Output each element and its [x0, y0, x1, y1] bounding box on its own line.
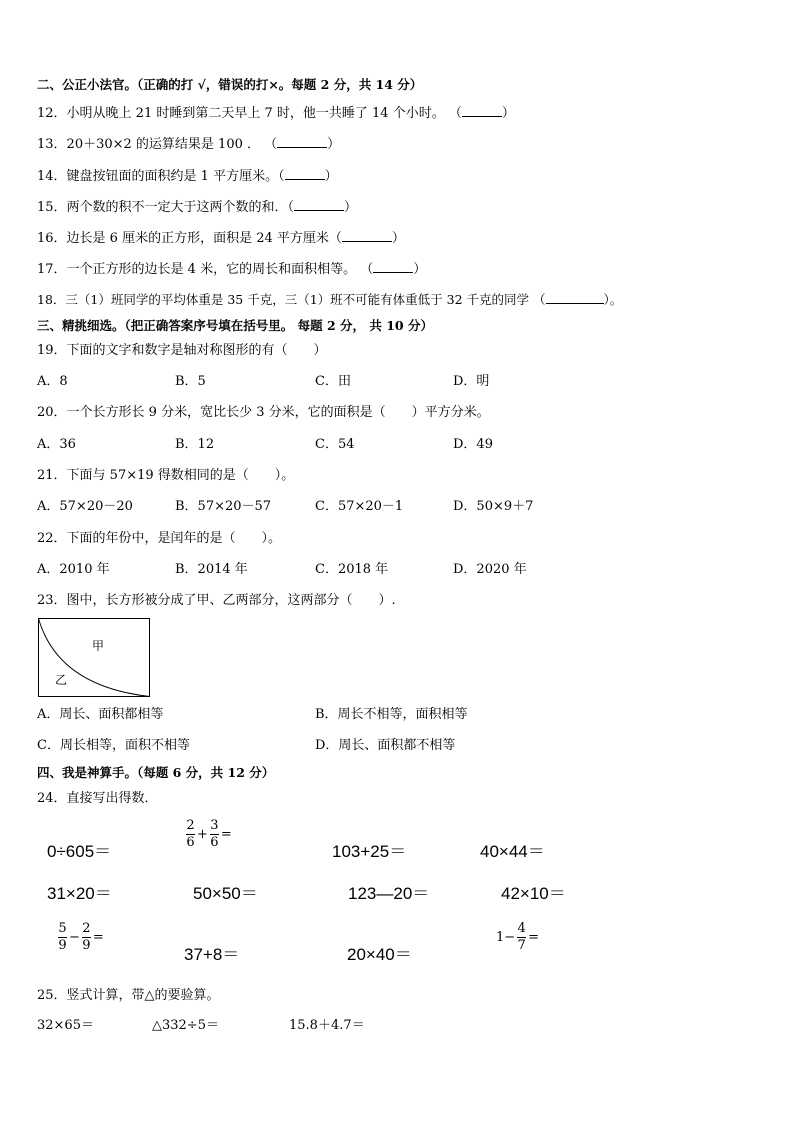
- calc-0-div-605: 0÷605＝: [47, 842, 112, 861]
- question-17: [37, 260, 426, 278]
- calc-123-minus-20: 123—20＝: [348, 884, 430, 903]
- question-17-close: ）: [413, 262, 427, 277]
- q20-option-d[interactable]: D．49: [453, 437, 493, 452]
- calc-42-times-10: 42×10＝: [501, 884, 566, 903]
- section-2-title: 二、公正小法官。（正确的打 √，错误的打×。每题 2 分，共 14 分）: [37, 77, 423, 92]
- question-15: [37, 198, 357, 216]
- q22-option-a[interactable]: A．2010 年: [37, 562, 110, 577]
- q23-option-d[interactable]: D．周长、面积都不相等: [315, 738, 456, 753]
- q22-option-d[interactable]: D．2020 年: [453, 562, 527, 577]
- question-24-stem: 24．直接写出得数．: [37, 791, 158, 806]
- question-15-text: 15．两个数的积不一定大于这两个数的和．（: [37, 200, 295, 215]
- section-4-title: 四、我是神算手。（每题 6 分，共 12 分）: [37, 765, 275, 780]
- calc-32-times-65: 32×65＝: [37, 1018, 94, 1033]
- question-12-close: ）: [501, 106, 515, 121]
- answer-blank[interactable]: [342, 229, 392, 242]
- question-21-stem: 21．下面与 57×19 得数相同的是（ ）。: [37, 468, 295, 483]
- q21-option-b[interactable]: B．57×20－57: [175, 499, 272, 514]
- q19-option-d[interactable]: D．明: [453, 374, 490, 389]
- fraction: [186, 819, 195, 850]
- denominator: 9: [58, 938, 67, 953]
- question-17-text: 17．一个正方形的边长是 4 米，它的周长和面积相等。 （: [37, 262, 374, 277]
- question-15-close: ）: [344, 200, 358, 215]
- q23-option-b[interactable]: B．周长不相等，面积相等: [315, 707, 468, 722]
- operator: +: [197, 827, 208, 842]
- answer-blank[interactable]: [373, 260, 413, 273]
- section-3-title: 三、精挑细选。（把正确答案序号填在括号里。 每题 2 分， 共 10 分）: [37, 318, 433, 333]
- calc-50-times-50: 50×50＝: [193, 884, 258, 903]
- question-14-close: ）: [324, 169, 338, 184]
- label-yi: 乙: [55, 673, 68, 687]
- numerator: 5: [58, 921, 67, 936]
- equals: =: [92, 930, 104, 945]
- numerator: 3: [210, 818, 219, 833]
- q21-option-c[interactable]: C．57×20－1: [315, 499, 404, 514]
- calc-1-minus-4-7: [494, 922, 541, 953]
- calc-frac-5-9-minus-2-9: [58, 922, 106, 953]
- question-23-stem: 23．图中，长方形被分成了甲、乙两部分，这两部分（ ）.: [37, 593, 396, 608]
- numerator: 2: [186, 818, 195, 833]
- q20-option-a[interactable]: A．36: [37, 437, 76, 452]
- question-14: [37, 167, 338, 185]
- q23-option-c[interactable]: C．周长相等，面积不相等: [37, 738, 190, 753]
- q22-option-c[interactable]: C．2018 年: [315, 562, 389, 577]
- denominator: 6: [210, 835, 219, 850]
- question-12-text: 12．小明从晚上 21 时睡到第二天早上 7 时，他一共睡了 14 个小时。 （: [37, 106, 462, 121]
- calc-15-8-plus-4-7: 15.8＋4.7＝: [289, 1018, 365, 1033]
- calc-frac-2-6-plus-3-6: [186, 819, 234, 850]
- fraction: [210, 819, 219, 850]
- calc-103-plus-25: 103+25＝: [332, 842, 407, 861]
- calc-20-times-40: 20×40＝: [347, 945, 412, 964]
- q19-option-a[interactable]: A．8: [37, 374, 68, 389]
- numerator: 2: [82, 921, 91, 936]
- q19-option-c[interactable]: C．田: [315, 374, 351, 389]
- denominator: 9: [82, 938, 91, 953]
- calc-37-plus-8: 37+8＝: [184, 945, 240, 964]
- question-16-text: 16．边长是 6 厘米的正方形，面积是 24 平方厘米（: [37, 231, 342, 246]
- denominator: 6: [186, 835, 195, 850]
- answer-blank[interactable]: [462, 104, 502, 117]
- question-13-close: ）: [327, 137, 341, 152]
- operator: −: [69, 930, 80, 945]
- fraction: [517, 922, 526, 953]
- question-19-stem: 19．下面的文字和数字是轴对称图形的有（ ）: [37, 343, 327, 358]
- question-13-text: 13．20＋30×2 的运算结果是 100 ． （: [37, 137, 278, 152]
- question-12: [37, 104, 515, 122]
- question-18-close: ）。: [603, 292, 623, 307]
- prefix: 1−: [496, 930, 516, 945]
- question-16: [37, 229, 405, 247]
- numerator: 4: [517, 921, 526, 936]
- answer-blank[interactable]: [546, 291, 604, 304]
- q22-option-b[interactable]: B．2014 年: [175, 562, 248, 577]
- equals: =: [220, 827, 232, 842]
- question-14-text: 14．键盘按钮面的面积约是 1 平方厘米。（: [37, 169, 285, 184]
- question-18: [37, 291, 622, 308]
- calc-40-times-44: 40×44＝: [480, 842, 545, 861]
- label-jia: 甲: [92, 639, 105, 653]
- q20-option-b[interactable]: B．12: [175, 437, 215, 452]
- q21-option-d[interactable]: D．50×9＋7: [453, 499, 534, 514]
- answer-blank[interactable]: [294, 198, 344, 211]
- q21-option-a[interactable]: A．57×20－20: [37, 499, 133, 514]
- question-20-stem: 20．一个长方形长 9 分米，宽比长少 3 分米，它的面积是（ ）平方分米。: [37, 405, 490, 420]
- q19-option-b[interactable]: B．5: [175, 374, 206, 389]
- equals: =: [528, 930, 540, 945]
- question-13: [37, 135, 340, 153]
- answer-blank[interactable]: [277, 135, 327, 148]
- answer-blank[interactable]: [285, 167, 325, 180]
- question-18-text: 18．三（1）班同学的平均体重是 35 千克，三（1）班不可能有体重低于 32 千克的同学 （: [37, 292, 546, 307]
- q23-option-a[interactable]: A．周长、面积都相等: [37, 707, 164, 722]
- denominator: 7: [517, 938, 526, 953]
- calc-332-div-5: △332÷5＝: [152, 1018, 219, 1033]
- question-22-stem: 22．下面的年份中，是闰年的是（ ）。: [37, 531, 282, 546]
- q20-option-c[interactable]: C．54: [315, 437, 355, 452]
- fraction: [58, 922, 67, 953]
- rectangle-figure: [38, 618, 152, 698]
- fraction: [82, 922, 91, 953]
- calc-31-times-20: 31×20＝: [47, 884, 112, 903]
- question-16-close: ）: [391, 231, 405, 246]
- question-25-stem: 25．竖式计算，带△的要验算。: [37, 988, 220, 1003]
